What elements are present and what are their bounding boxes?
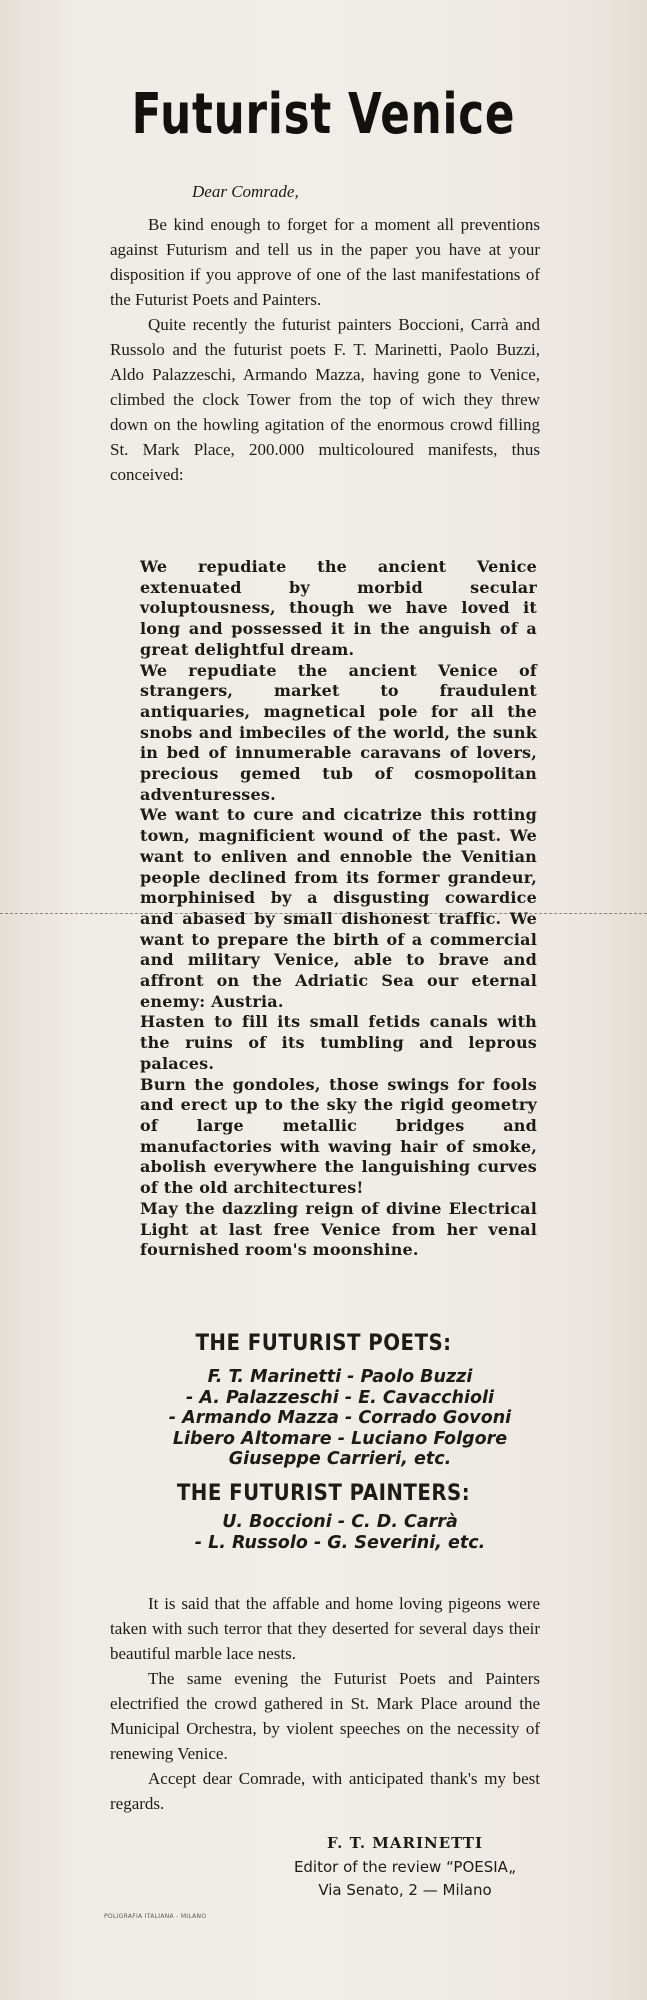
painters-line: - L. Russolo - G. Severini, etc.	[194, 1532, 486, 1553]
closing-paragraph: It is said that the affable and home loving pigeons were taken with such terror that they deserted for several days their beautiful marble lace nests.	[110, 1594, 540, 1663]
signature-name: F. T. MARINETTI	[327, 1834, 483, 1852]
intro-paragraph: Be kind enough to forget for a moment all preventions against Futurism and tell us in the paper you have at your disposition if you approve of one of the last manifestations of the Futurist Poets and Painters.	[110, 215, 540, 309]
poets-heading: THE FUTURIST POETS:	[195, 1331, 452, 1356]
manifesto-paragraph: Burn the gondoles, those swings for fools and erect up to the sky the rigid geometry of large metallic bridges and manufactories with waving hair of smoke, abolish everywhere the languishing curves of the old architectures!	[140, 1074, 537, 1198]
salutation: Dear Comrade,	[192, 182, 299, 201]
closing-paragraph: Accept dear Comrade, with anticipated thank's my best regards.	[110, 1769, 540, 1813]
poets-line: F. T. Marinetti - Paolo Buzzi	[207, 1367, 473, 1387]
poets-line: Libero Altomare - Luciano Folgore	[172, 1428, 508, 1449]
signature-block	[270, 1832, 540, 1903]
painters-line: U. Boccioni - C. D. Carrà	[222, 1512, 458, 1532]
manifesto-paragraph: We repudiate the ancient Venice extenuated by morbid secular voluptousness, though we have loved it long and possessed it in the anguish of a great delightful dream.	[140, 557, 537, 659]
closing-paragraph: The same evening the Futurist Poets and Painters electrified the crowd gathered in St. Mark Place around the Municipal Orchestra, by violent speeches on the necessity of renewing Venice.	[110, 1669, 540, 1763]
intro-paragraph: Quite recently the futurist painters Boccioni, Carrà and Russolo and the futurist poets F. T. Marinetti, Paolo Buzzi, Aldo Palazzeschi, Armando Mazza, having gone to Venice, climbed the clock Tower from the top of wich they threw down on the howling agitation of the enormous crowd filling St. Mark Place, 200.000 multicoloured manifests, thus conceived:	[110, 315, 540, 484]
painters-list	[140, 1512, 540, 1553]
poets-line: Giuseppe Carrieri, etc.	[228, 1449, 452, 1469]
manifesto-paragraph: May the dazzling reign of divine Electrical Light at last free Venice from her venal fournished room's moonshine.	[140, 1198, 537, 1260]
signature-address: Via Senato, 2 — Milano	[318, 1881, 492, 1899]
poets-line: - A. Palazzeschi - E. Cavacchioli	[185, 1387, 494, 1408]
intro-text	[110, 212, 540, 487]
manifesto-paragraph: We repudiate the ancient Venice of strangers, market to fraudulent antiquaries, magnetical pole for all the snobs and imbeciles of the world, the sunk in bed of innumerable caravans of lovers, precious gemed tub of cosmopolitan adventuresses.	[140, 660, 537, 804]
manifesto-text	[140, 557, 537, 1261]
manifesto-paragraph: We want to cure and cicatrize this rotting town, magnificient wound of the past. We want to enliven and ennoble the Venitian people declined from its former grandeur, morphinised by a disgusting cowardice and abased by small dishonest traffic. We want to prepare the birth of a commercial and military Venice, able to brave and affront on the Adriatic Sea our eternal enemy: Austria.	[140, 805, 537, 1011]
signature-role: Editor of the review “POESIA„	[293, 1857, 517, 1876]
poets-list	[140, 1367, 540, 1470]
manifesto-paragraph: Hasten to fill its small fetids canals with the ruins of its tumbling and leprous palaces.	[140, 1012, 537, 1073]
page-title: Futurist Venice	[131, 82, 516, 147]
printer-imprint: POLIGRAFIA ITALIANA - MILANO	[104, 1913, 207, 1920]
closing-text	[110, 1591, 540, 1816]
poets-line: - Armando Mazza - Corrado Govoni	[168, 1408, 512, 1428]
painters-heading: THE FUTURIST PAINTERS:	[176, 1481, 471, 1506]
